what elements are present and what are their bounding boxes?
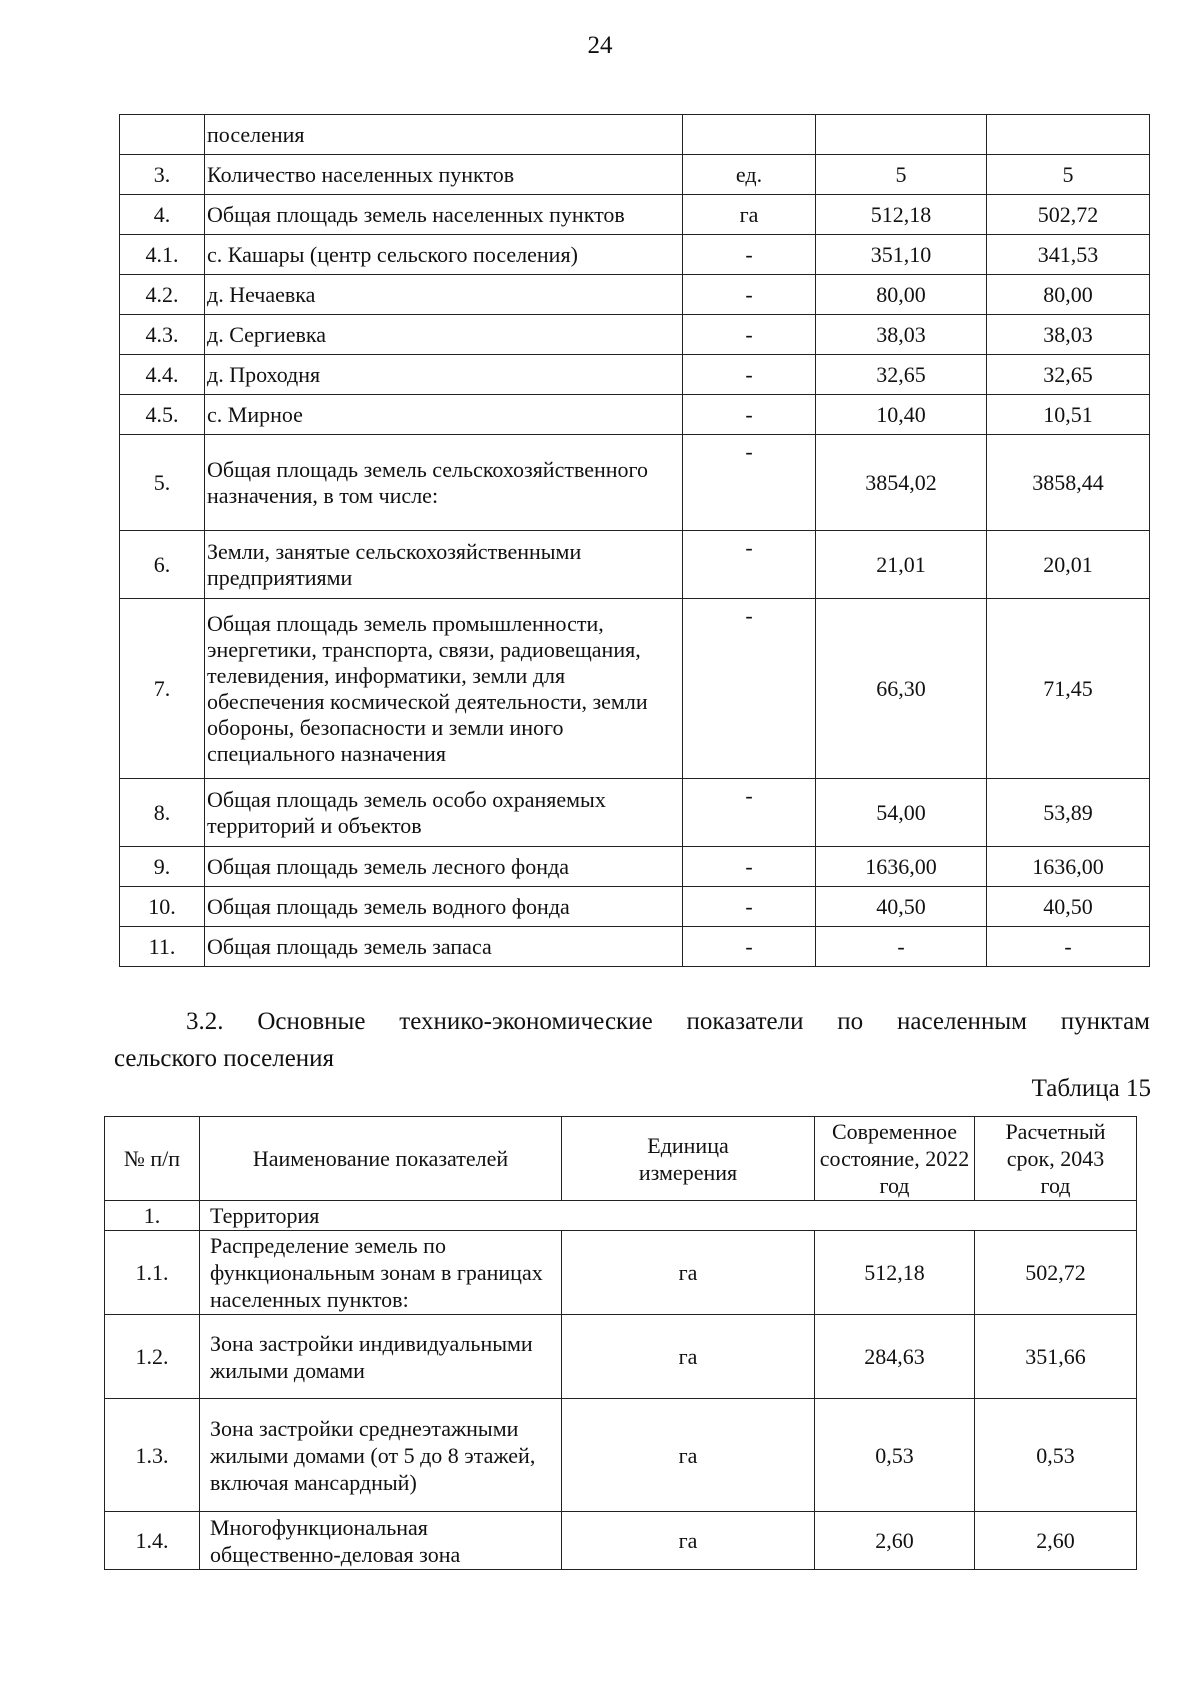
row-number: 4.: [120, 195, 205, 235]
row-target: 341,53: [987, 235, 1150, 275]
row-number: 4.4.: [120, 355, 205, 395]
table-row: [120, 275, 1150, 315]
row-current: 512,18: [815, 1231, 975, 1315]
row-current: 21,01: [816, 531, 987, 599]
section-heading: [114, 1003, 1150, 1077]
row-number: 4.5.: [120, 395, 205, 435]
row-current: -: [816, 927, 987, 967]
header-current: Современное состояние, 2022 год: [815, 1117, 975, 1201]
row-number: 1.4.: [105, 1512, 200, 1570]
row-number: 4.3.: [120, 315, 205, 355]
row-unit: га: [562, 1399, 815, 1512]
land-balance-table: [119, 114, 1150, 967]
header-name: Наименование показателей: [200, 1117, 562, 1201]
row-unit: [683, 115, 816, 155]
row-number: [120, 115, 205, 155]
table-row: [105, 1512, 1137, 1570]
row-number: 1.2.: [105, 1315, 200, 1399]
row-unit: -: [683, 315, 816, 355]
table-row: [120, 195, 1150, 235]
row-target: 38,03: [987, 315, 1150, 355]
row-name: Общая площадь земель запаса: [205, 927, 683, 967]
row-name: Территория: [200, 1201, 1137, 1231]
row-current: 5: [816, 155, 987, 195]
row-current: 40,50: [816, 887, 987, 927]
row-current: 66,30: [816, 599, 987, 779]
row-target: 502,72: [987, 195, 1150, 235]
indicators-table: [104, 1116, 1137, 1570]
row-unit: -: [683, 927, 816, 967]
row-target: 80,00: [987, 275, 1150, 315]
row-name: д. Нечаевка: [205, 275, 683, 315]
table-row: [120, 847, 1150, 887]
row-name: д. Проходня: [205, 355, 683, 395]
row-unit: -: [683, 531, 816, 599]
page-number: 24: [587, 32, 613, 59]
row-current: 0,53: [815, 1399, 975, 1512]
row-name: Количество населенных пунктов: [205, 155, 683, 195]
row-unit: -: [683, 395, 816, 435]
row-name: Общая площадь земель особо охраняемых территорий и объектов: [205, 779, 683, 847]
row-number: 5.: [120, 435, 205, 531]
row-number: 10.: [120, 887, 205, 927]
row-number: 1.3.: [105, 1399, 200, 1512]
row-unit: га: [683, 195, 816, 235]
row-target: 71,45: [987, 599, 1150, 779]
row-unit: ед.: [683, 155, 816, 195]
row-name: с. Мирное: [205, 395, 683, 435]
table-caption: Таблица 15: [1031, 1075, 1151, 1102]
row-target: 40,50: [987, 887, 1150, 927]
row-name: Распределение земель по функциональным зонам в границах населенных пунктов:: [200, 1231, 562, 1315]
table-row: [105, 1315, 1137, 1399]
row-current: 1636,00: [816, 847, 987, 887]
table-row: [120, 395, 1150, 435]
row-target: 20,01: [987, 531, 1150, 599]
row-current: 3854,02: [816, 435, 987, 531]
row-name: Общая площадь земель населенных пунктов: [205, 195, 683, 235]
row-unit: -: [683, 435, 816, 531]
row-target: 3858,44: [987, 435, 1150, 531]
row-unit: га: [562, 1231, 815, 1315]
row-current: 80,00: [816, 275, 987, 315]
row-current: 54,00: [816, 779, 987, 847]
row-unit: -: [683, 235, 816, 275]
row-number: 4.1.: [120, 235, 205, 275]
row-number: 6.: [120, 531, 205, 599]
row-name: д. Сергиевка: [205, 315, 683, 355]
row-target: 0,53: [975, 1399, 1137, 1512]
row-target: 32,65: [987, 355, 1150, 395]
section-heading-line-2: сельского поселения: [114, 1045, 335, 1072]
table-row: [120, 887, 1150, 927]
row-name: Зона застройки среднеэтажными жилыми домами (от 5 до 8 этажей, включая мансардный): [200, 1399, 562, 1512]
row-unit: -: [683, 847, 816, 887]
row-name: Общая площадь земель водного фонда: [205, 887, 683, 927]
row-current: 512,18: [816, 195, 987, 235]
row-name: Общая площадь земель сельскохозяйственного назначения, в том числе:: [205, 435, 683, 531]
row-number: 4.2.: [120, 275, 205, 315]
table-section-row: [105, 1201, 1137, 1231]
row-unit: -: [683, 779, 816, 847]
row-current: 32,65: [816, 355, 987, 395]
row-number: 1.1.: [105, 1231, 200, 1315]
header-number: № п/п: [105, 1117, 200, 1201]
row-target: 2,60: [975, 1512, 1137, 1570]
row-number: 9.: [120, 847, 205, 887]
row-number: 3.: [120, 155, 205, 195]
row-name: Зона застройки индивидуальными жилыми домами: [200, 1315, 562, 1399]
table-row: [120, 927, 1150, 967]
table-row: [120, 599, 1150, 779]
row-name: с. Кашары (центр сельского поселения): [205, 235, 683, 275]
table-row: [120, 315, 1150, 355]
row-current: 10,40: [816, 395, 987, 435]
table-row: [120, 155, 1150, 195]
row-current: 284,63: [815, 1315, 975, 1399]
row-name: Общая площадь земель промышленности, энергетики, транспорта, связи, радиовещания, телевидения, информатики, земли для обеспечения космической деятельности, земли обороны, безопасности и земли иного специального назначения: [205, 599, 683, 779]
row-number: 1.: [105, 1201, 200, 1231]
table-row: [105, 1399, 1137, 1512]
row-target: -: [987, 927, 1150, 967]
table-row: [120, 355, 1150, 395]
row-number: 8.: [120, 779, 205, 847]
row-target: 53,89: [987, 779, 1150, 847]
row-current: 38,03: [816, 315, 987, 355]
row-target: 5: [987, 155, 1150, 195]
row-unit: га: [562, 1315, 815, 1399]
row-target: [987, 115, 1150, 155]
table-row: [120, 531, 1150, 599]
row-unit: -: [683, 275, 816, 315]
row-unit: -: [683, 355, 816, 395]
header-unit: Единица измерения: [562, 1117, 815, 1201]
header-target: Расчетный срок, 2043 год: [975, 1117, 1137, 1201]
row-name: Общая площадь земель лесного фонда: [205, 847, 683, 887]
table-row: [120, 115, 1150, 155]
row-unit: -: [683, 887, 816, 927]
row-name: поселения: [205, 115, 683, 155]
row-name: Земли, занятые сельскохозяйственными предприятиями: [205, 531, 683, 599]
row-target: 1636,00: [987, 847, 1150, 887]
table-header-row: [105, 1117, 1137, 1201]
section-heading-line-1: 3.2. Основные технико-экономические показатели по населенным пунктам: [186, 1008, 1150, 1035]
row-target: 10,51: [987, 395, 1150, 435]
row-unit: -: [683, 599, 816, 779]
row-target: 351,66: [975, 1315, 1137, 1399]
table-row: [120, 435, 1150, 531]
row-name: Многофункциональная общественно-деловая зона: [200, 1512, 562, 1570]
row-current: [816, 115, 987, 155]
row-number: 11.: [120, 927, 205, 967]
row-current: 2,60: [815, 1512, 975, 1570]
row-number: 7.: [120, 599, 205, 779]
table-row: [105, 1231, 1137, 1315]
row-current: 351,10: [816, 235, 987, 275]
row-target: 502,72: [975, 1231, 1137, 1315]
table-row: [120, 779, 1150, 847]
row-unit: га: [562, 1512, 815, 1570]
table-row: [120, 235, 1150, 275]
